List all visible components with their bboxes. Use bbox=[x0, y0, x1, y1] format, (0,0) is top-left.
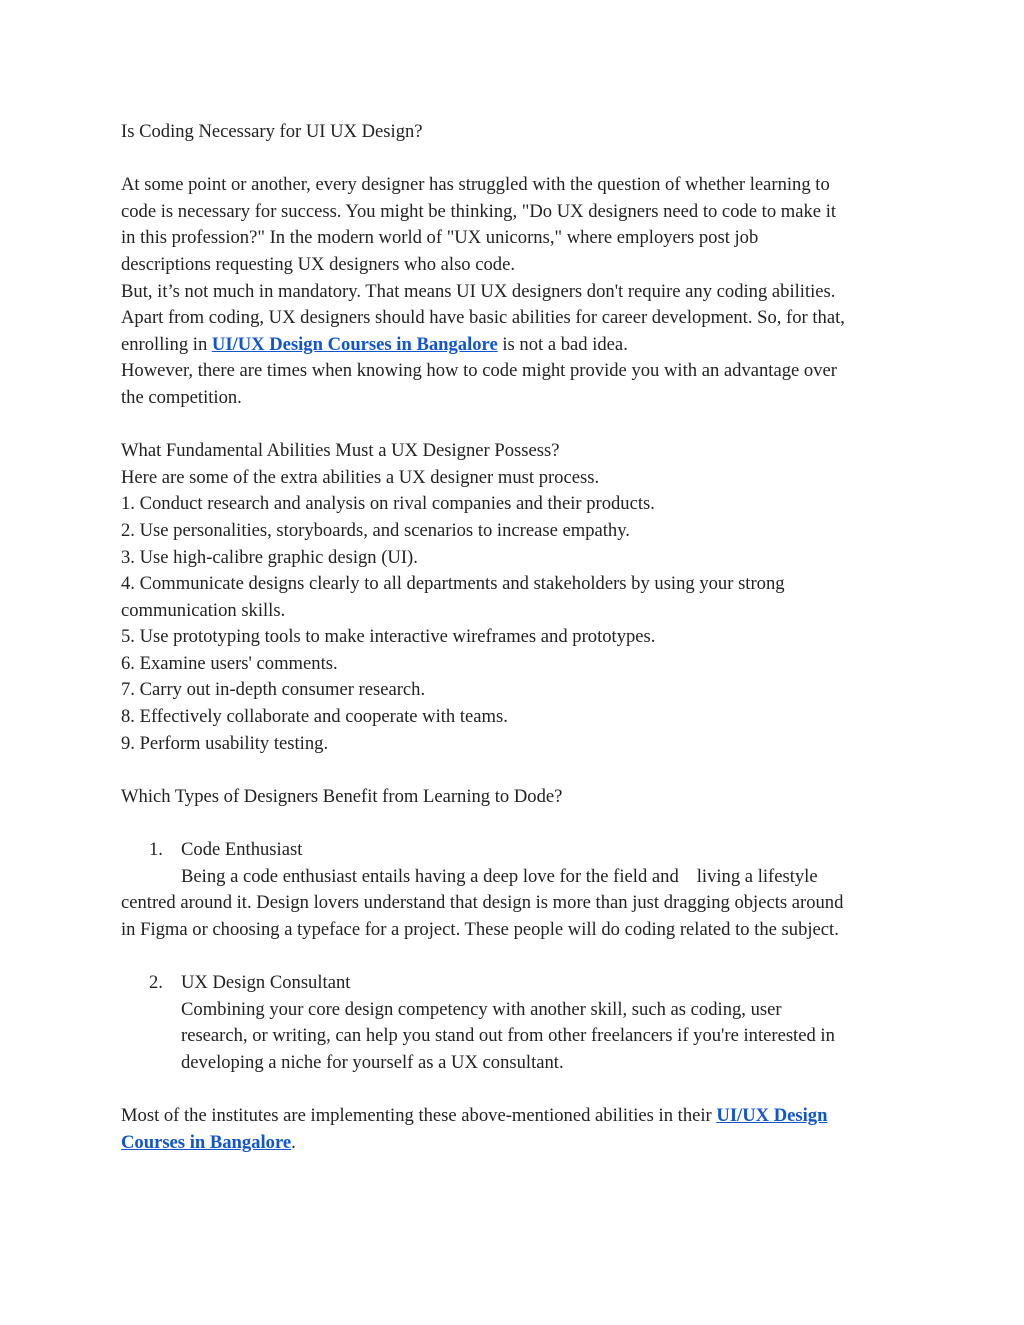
ability-item: 1. Conduct research and analysis on rival companies and their products. bbox=[121, 493, 655, 515]
abilities-subheading: Here are some of the extra abilities a UX designer must process. bbox=[121, 466, 600, 488]
ability-item: 5. Use prototyping tools to make interactive wireframes and prototypes. bbox=[121, 626, 656, 648]
ability-item: 6. Examine users' comments. bbox=[121, 652, 338, 674]
intro-line: descriptions requesting UX designers who also code. bbox=[121, 253, 516, 275]
designer-types-section bbox=[121, 784, 911, 1077]
ability-item: 9. Perform usability testing. bbox=[121, 732, 329, 754]
type-title: UX Design Consultant bbox=[181, 972, 351, 993]
intro-line: Apart from coding, UX designers should have basic abilities for career development. So, for that, bbox=[121, 307, 845, 329]
designer-type-item bbox=[121, 837, 911, 943]
courses-link[interactable]: UI/UX Design Courses in Bangalore bbox=[211, 333, 498, 355]
intro-line-with-link bbox=[121, 332, 911, 359]
list-number: 2. bbox=[149, 972, 163, 993]
ability-item-continued: communication skills. bbox=[121, 599, 286, 621]
intro-line: However, there are times when knowing how to code might provide you with an advantage over bbox=[121, 360, 837, 382]
type-description-line: centred around it. Design lovers understand that design is more than just dragging objects around bbox=[121, 892, 844, 914]
type-description-line: research, or writing, can help you stand out from other freelancers if you're interested in bbox=[181, 1025, 835, 1047]
intro-line: But, it’s not much in mandatory. That means UI UX designers don't require any coding abilities. bbox=[121, 280, 836, 302]
document-body bbox=[121, 119, 911, 1156]
ability-item: 4. Communicate designs clearly to all departments and stakeholders by using your strong bbox=[121, 573, 785, 595]
designer-type-item bbox=[121, 970, 911, 1076]
intro-text: enrolling in bbox=[121, 333, 212, 355]
closing-line bbox=[121, 1130, 911, 1157]
types-heading: Which Types of Designers Benefit from Learning to Dode? bbox=[121, 785, 563, 807]
closing-paragraph bbox=[121, 1103, 911, 1156]
list-number: 1. bbox=[149, 839, 163, 861]
type-title: Code Enthusiast bbox=[181, 839, 303, 861]
closing-line bbox=[121, 1103, 911, 1130]
type-description-line: Combining your core design competency with another skill, such as coding, user bbox=[181, 998, 782, 1020]
intro-paragraph bbox=[121, 172, 911, 411]
type-text: living a lifestyle bbox=[696, 865, 818, 887]
closing-text: . bbox=[291, 1131, 296, 1153]
intro-line: the competition. bbox=[121, 386, 242, 408]
type-title-row bbox=[121, 970, 911, 997]
type-description-line: developing a niche for yourself as a UX consultant. bbox=[181, 1051, 564, 1073]
document-title: Is Coding Necessary for UI UX Design? bbox=[121, 121, 423, 142]
courses-link-part2[interactable]: Courses in Bangalore bbox=[121, 1131, 292, 1153]
courses-link-part1[interactable]: UI/UX Design bbox=[716, 1104, 828, 1126]
intro-line: code is necessary for success. You might be thinking, "Do UX designers need to code to make it bbox=[121, 200, 837, 222]
intro-line: in this profession?" In the modern world of "UX unicorns," where employers post job bbox=[121, 227, 759, 249]
ability-item: 3. Use high-calibre graphic design (UI). bbox=[121, 546, 418, 568]
abilities-section bbox=[121, 438, 911, 757]
type-description-line: in Figma or choosing a typeface for a project. These people will do coding related to the subject. bbox=[121, 918, 839, 940]
intro-text: is not a bad idea. bbox=[497, 333, 628, 355]
abilities-heading: What Fundamental Abilities Must a UX Designer Possess? bbox=[121, 440, 560, 462]
type-text: Being a code enthusiast entails having a deep love for the field and bbox=[181, 865, 679, 887]
ability-item: 7. Carry out in-depth consumer research. bbox=[121, 679, 426, 701]
closing-text: Most of the institutes are implementing these above-mentioned abilities in their bbox=[121, 1104, 717, 1126]
intro-line: At some point or another, every designer has struggled with the question of whether learning to bbox=[121, 174, 830, 196]
ability-item: 2. Use personalities, storyboards, and scenarios to increase empathy. bbox=[121, 519, 630, 541]
ability-item: 8. Effectively collaborate and cooperate with teams. bbox=[121, 706, 508, 728]
type-title-row bbox=[121, 837, 911, 864]
type-description-line bbox=[121, 864, 911, 891]
